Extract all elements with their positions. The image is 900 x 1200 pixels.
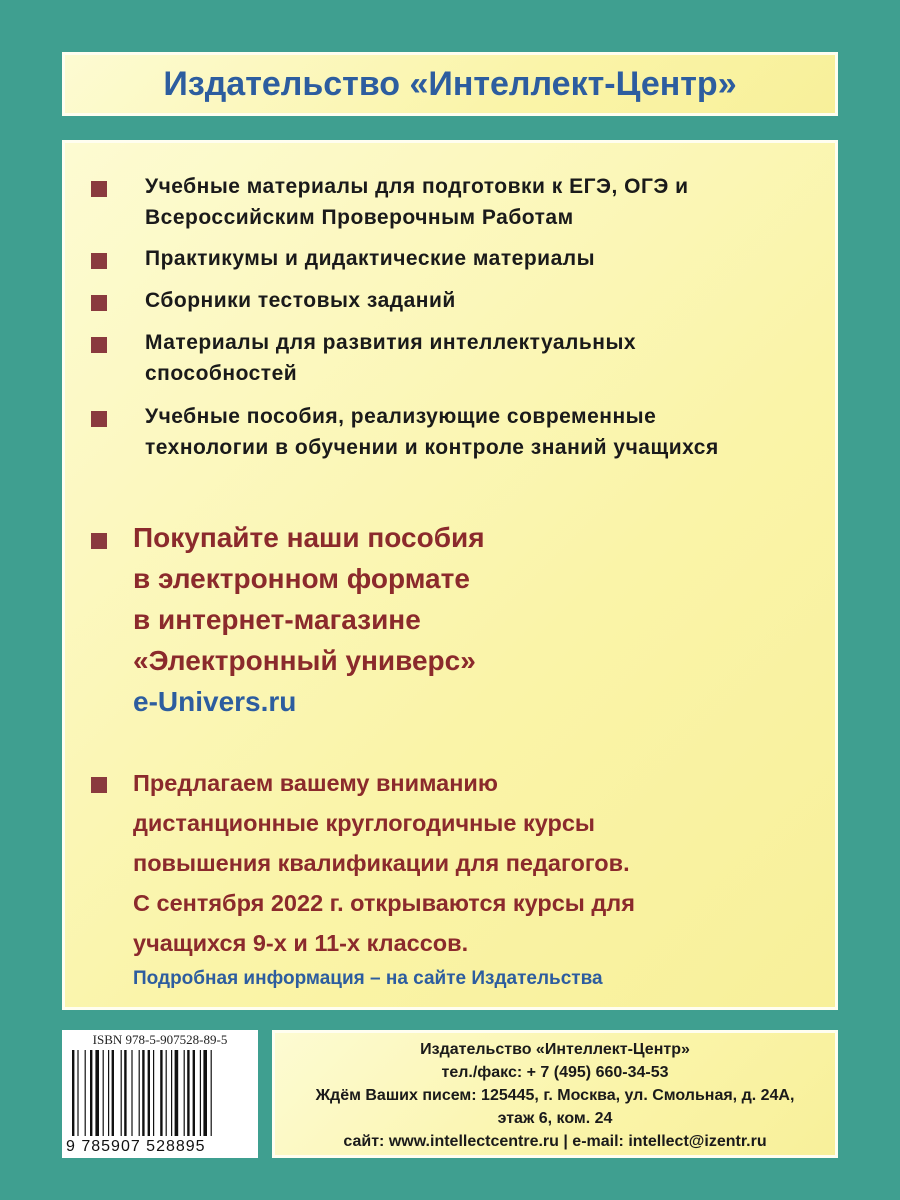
line: Предлагаем вашему вниманию — [133, 770, 498, 796]
line: дистанционные круглогодичные курсы — [133, 810, 595, 836]
promo-block — [133, 517, 485, 722]
list-item — [145, 285, 456, 316]
contact-panel — [272, 1030, 838, 1158]
list-item — [145, 401, 719, 463]
line: повышения квалификации для педагогов. — [133, 850, 630, 876]
publisher-banner — [62, 52, 838, 116]
contact-web-email: сайт: www.intellectcentre.ru | e-mail: intellect@izentr.ru — [343, 1133, 767, 1150]
line: учащихся 9-х и 11-х классов. — [133, 930, 469, 956]
store-link[interactable]: e-Univers.ru — [133, 686, 297, 717]
line: Всероссийским Проверочным Работам — [145, 206, 574, 229]
contact-phone: тел./факс: + 7 (495) 660-34-53 — [441, 1064, 669, 1081]
bullet-icon — [91, 181, 107, 197]
main-panel — [62, 140, 838, 1010]
line: Покупайте наши пособия — [133, 522, 485, 553]
isbn-barcode — [62, 1030, 258, 1158]
list-item — [145, 327, 636, 389]
line: С сентября 2022 г. открываются курсы для — [133, 890, 635, 916]
publisher-title: Издательство «Интеллект-Центр» — [163, 65, 737, 103]
line: в электронном формате — [133, 563, 470, 594]
line: Материалы для развития интеллектуальных — [145, 331, 637, 354]
contact-address-floor: этаж 6, ком. 24 — [497, 1110, 613, 1127]
bullet-icon — [91, 533, 107, 549]
line: в интернет-магазине — [133, 604, 421, 635]
bullet-icon — [91, 411, 107, 427]
line: способностей — [145, 362, 298, 385]
line: Практикумы и дидактические материалы — [145, 247, 596, 270]
line: технологии в обучении и контроле знаний учащихся — [145, 436, 719, 459]
line: Сборники тестовых заданий — [145, 289, 456, 312]
list-item — [145, 243, 595, 274]
isbn-text: ISBN 978-5-907528-89-5 — [92, 1032, 228, 1047]
line: Учебные материалы для подготовки к ЕГЭ, ОГЭ и — [145, 175, 689, 198]
courses-block — [133, 763, 635, 995]
barcode-bars — [72, 1050, 248, 1136]
bullet-icon — [91, 777, 107, 793]
contact-address: Ждём Ваших писем: 125445, г. Москва, ул. Смольная, д. 24А, — [315, 1087, 795, 1104]
ean-number: 9 785907 528895 — [66, 1138, 206, 1155]
bullet-icon — [91, 253, 107, 269]
list-item — [145, 171, 689, 233]
contact-publisher: Издательство «Интеллект-Центр» — [420, 1041, 690, 1058]
bullet-icon — [91, 337, 107, 353]
more-info-text: Подробная информация – на сайте Издательства — [133, 968, 603, 989]
bullet-icon — [91, 295, 107, 311]
line: «Электронный универс» — [133, 645, 476, 676]
line: Учебные пособия, реализующие современные — [145, 405, 657, 428]
